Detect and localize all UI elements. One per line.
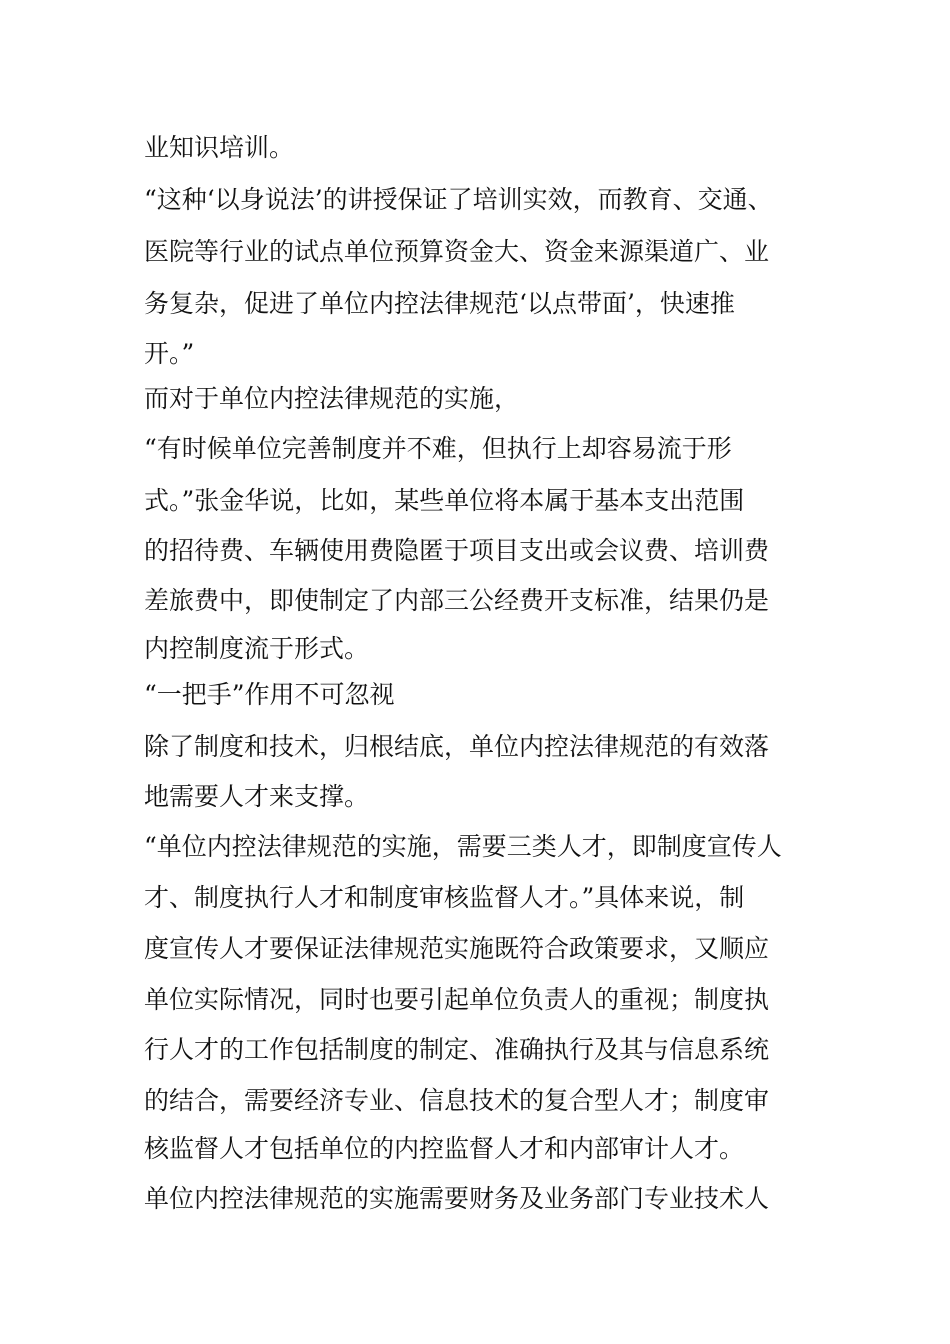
text-line: “一把手”作用不可忽视 (144, 680, 395, 709)
text-line: “有时候单位完善制度并不难，但执行上却容易流于形 (144, 434, 732, 463)
text-line: 内控制度流于形式。 (144, 634, 370, 663)
text-line: 单位内控法律规范的实施需要财务及业务部门专业技术人 (144, 1184, 770, 1213)
text-line: 除了制度和技术，归根结底，单位内控法律规范的有效落 (144, 732, 770, 761)
text-line: 而对于单位内控法律规范的实施， (144, 384, 520, 413)
text-line: “单位内控法律规范的实施，需要三类人才，即制度宣传人 (144, 832, 782, 861)
text-line: 的招待费、车辆使用费隐匿于项目支出或会议费、培训费 (144, 536, 770, 565)
text-line: “这种‘以身说法’的讲授保证了培训实效，而教育、交通、 (144, 185, 773, 214)
text-line: 行人才的工作包括制度的制定、准确执行及其与信息系统 (144, 1035, 770, 1064)
text-line: 地需要人才来支撑。 (144, 782, 370, 811)
text-line: 核监督人才包括单位的内控监督人才和内部审计人才。 (144, 1134, 745, 1163)
text-line: 单位实际情况，同时也要引起单位负责人的重视；制度执 (144, 985, 770, 1014)
text-line: 的结合，需要经济专业、信息技术的复合型人才；制度审 (144, 1086, 770, 1115)
text-line: 医院等行业的试点单位预算资金大、资金来源渠道广、业 (144, 237, 770, 266)
text-line: 务复杂，促进了单位内控法律规范‘以点带面’，快速推 (144, 289, 735, 318)
text-line: 式。”张金华说，比如，某些单位将本属于基本支出范围 (144, 486, 745, 515)
text-line: 差旅费中，即使制定了内部三公经费开支标准，结果仍是 (144, 586, 770, 615)
text-line: 才、制度执行人才和制度审核监督人才。”具体来说，制 (144, 883, 745, 912)
text-line: 开。” (144, 339, 195, 368)
text-line: 度宣传人才要保证法律规范实施既符合政策要求，又顺应 (144, 934, 770, 963)
text-line: 业知识培训。 (144, 133, 295, 162)
